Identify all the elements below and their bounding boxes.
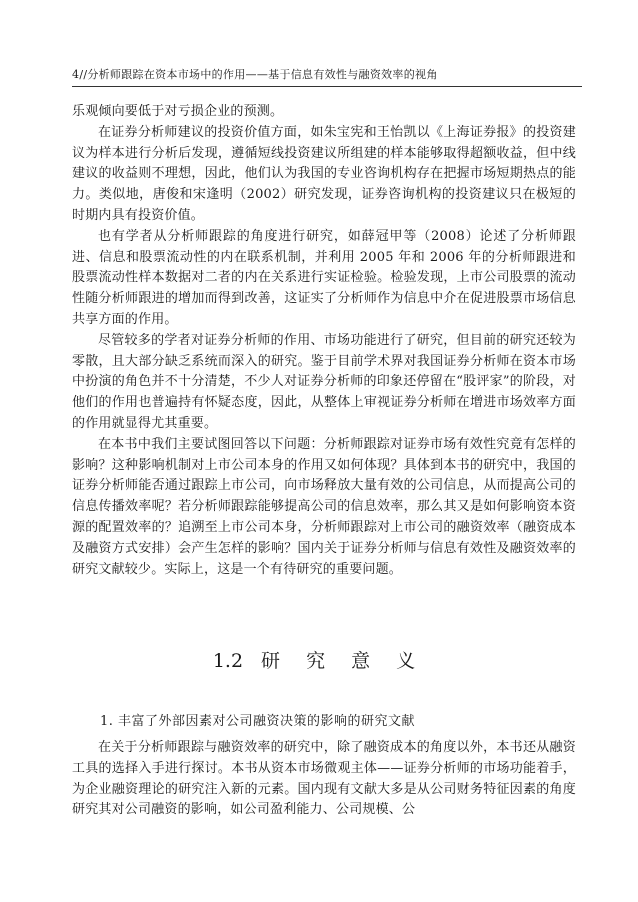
subsection-heading: 1. 丰富了外部因素对公司融资决策的影响的研究文献 [100,714,416,729]
page-number: 4 [72,68,80,81]
body-text [72,102,576,580]
paragraph: 在关于分析师跟踪与融资效率的研究中，除了融资成本的角度以外，本书还从融资工具的选择入手进行探讨。本书从资本市场微观主体——证券分析师的市场功能着手，为企业融资理论的研究注入新的元素。国内现有文献大多是从公司财务特征因素的角度研究其对公司融资的影响，如公司盈利能力、公司规模、公 [72,740,576,818]
header-rule [72,86,582,87]
running-title: //分析师跟踪在资本市场中的作用——基于信息有效性与融资效率的视角 [79,68,438,81]
section-heading [0,646,638,673]
paragraph: 在证券分析师建议的投资价值方面，如朱宝宪和王怡凯以《上海证券报》的投资建议为样本进行分析后发现，遵循短线投资建议所组建的样本能够取得超额收益，但中线建议的收益则不理想，因此，他们认为我国的专业咨询机构存在把握市场短期热点的能力。类似地，唐俊和宋逢明（2002）研究发现，证券咨询机构的投资建议只在极短的时期内具有投资价值。 [72,124,576,223]
paragraph: 乐观倾向要低于对亏损企业的预测。 [72,104,284,119]
section-title: 研 究 意 义 [261,650,426,672]
paragraph: 也有学者从分析师跟踪的角度进行研究，如薛冠甲等（2008）论述了分析师跟进、信息和股票流动性的内在联系机制，并利用 2005 年和 2006 年的分析师跟进和股票流动性样本数据对二者的内在关系进行实证检验。检验发现，上市公司股票的流动性随分析师跟进的增加而得到改善，这证实了分析师作为信息中介在促进股票市场信息共享方面的作用。 [72,228,576,327]
paragraph: 尽管较多的学者对证券分析师的作用、市场功能进行了研究，但目前的研究还较为零散，且大部分缺乏系统而深入的研究。鉴于目前学术界对我国证券分析师在资本市场中扮演的角色并不十分清楚，不少人对证券分析师的印象还停留在“股评家”的阶段，对他们的作用也普遍持有怀疑态度，因此，从整体上审视证券分析师在增进市场效率方面的作用就显得尤其重要。 [72,332,576,431]
running-header [72,66,582,82]
body-text-2 [72,738,576,821]
section-number: 1.2 [212,650,244,672]
paragraph: 在本书中我们主要试图回答以下问题：分析师跟踪对证券市场有效性究竟有怎样的影响？这种影响机制对上市公司本身的作用又如何体现？具体到本书的研究中，我国的证券分析师能否通过跟踪上市公司，向市场释放大量有效的公司信息，从而提高公司的信息传播效率呢？若分析师跟踪能够提高公司的信息效率，那么其又是如何影响资本资源的配置效率的？追溯至上市公司本身，分析师跟踪对上市公司的融资效率（融资成本及融资方式安排）会产生怎样的影响？国内关于证券分析师与信息有效性及融资效率的研究文献较少。实际上，这是一个有待研究的重要问题。 [72,436,576,577]
